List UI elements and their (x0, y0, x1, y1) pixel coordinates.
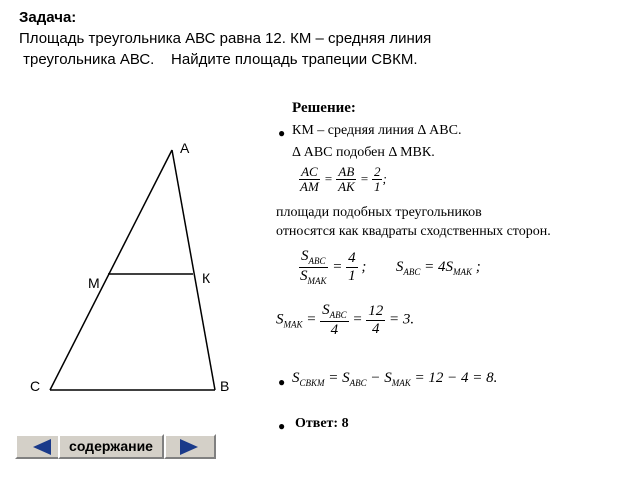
task-text-line-2: треугольника АВС. Найдите площадь трапеции СВКМ. (19, 51, 418, 68)
bullet-icon: ● (278, 375, 286, 389)
vertex-label-B: В (220, 378, 230, 394)
solution-title: Решение: (292, 100, 356, 116)
vertex-label-C: С (30, 378, 41, 394)
answer-text: Ответ: 8 (295, 416, 349, 431)
solution-line-2: Δ АВС подобен Δ МВК. (292, 145, 435, 160)
solution-line-1: КМ – средняя линия Δ АВС. (292, 123, 462, 138)
area-ratio-formula: $\frac{S_{ABC}}{S_{MAK}}$ = $\frac{4}{1}$ ; $S_{ABC} = 4S_{MAK}$ ; (300, 248, 481, 286)
arrow-left-icon (33, 439, 51, 455)
task-title: Задача: (19, 9, 77, 26)
task-text-line-1: Площадь треугольника АВС равна 12. КМ – средняя линия (19, 30, 432, 47)
vertex-label-K: К (202, 270, 211, 286)
side-AC (50, 150, 172, 390)
vertex-label-M: М (88, 275, 100, 291)
solution-line-4: относятся как квадраты сходственных сторон. (276, 224, 551, 239)
smak-formula: $S_{MAK}$ = $\frac{S_{ABC}}{4}$ = $\frac{12}{4}$ = 3. (276, 302, 415, 338)
ratio-formula: $\frac{AC}{AM}$ = $\frac{AB}{AK}$ = $\frac{2}{1}$ ; (300, 164, 387, 195)
arrow-right-icon (180, 439, 198, 455)
bullet-icon: ● (278, 126, 286, 140)
bullet-icon: ● (278, 419, 286, 433)
final-formula: $S_{CBKM} = S_{ABC} - S_{MAK} = 12 - 4 = 8$. (292, 370, 498, 388)
solution-line-3: площади подобных треугольников (276, 205, 482, 220)
next-button[interactable] (164, 434, 216, 459)
vertex-label-A: А (180, 140, 190, 156)
contents-button[interactable]: содержание (58, 434, 164, 459)
